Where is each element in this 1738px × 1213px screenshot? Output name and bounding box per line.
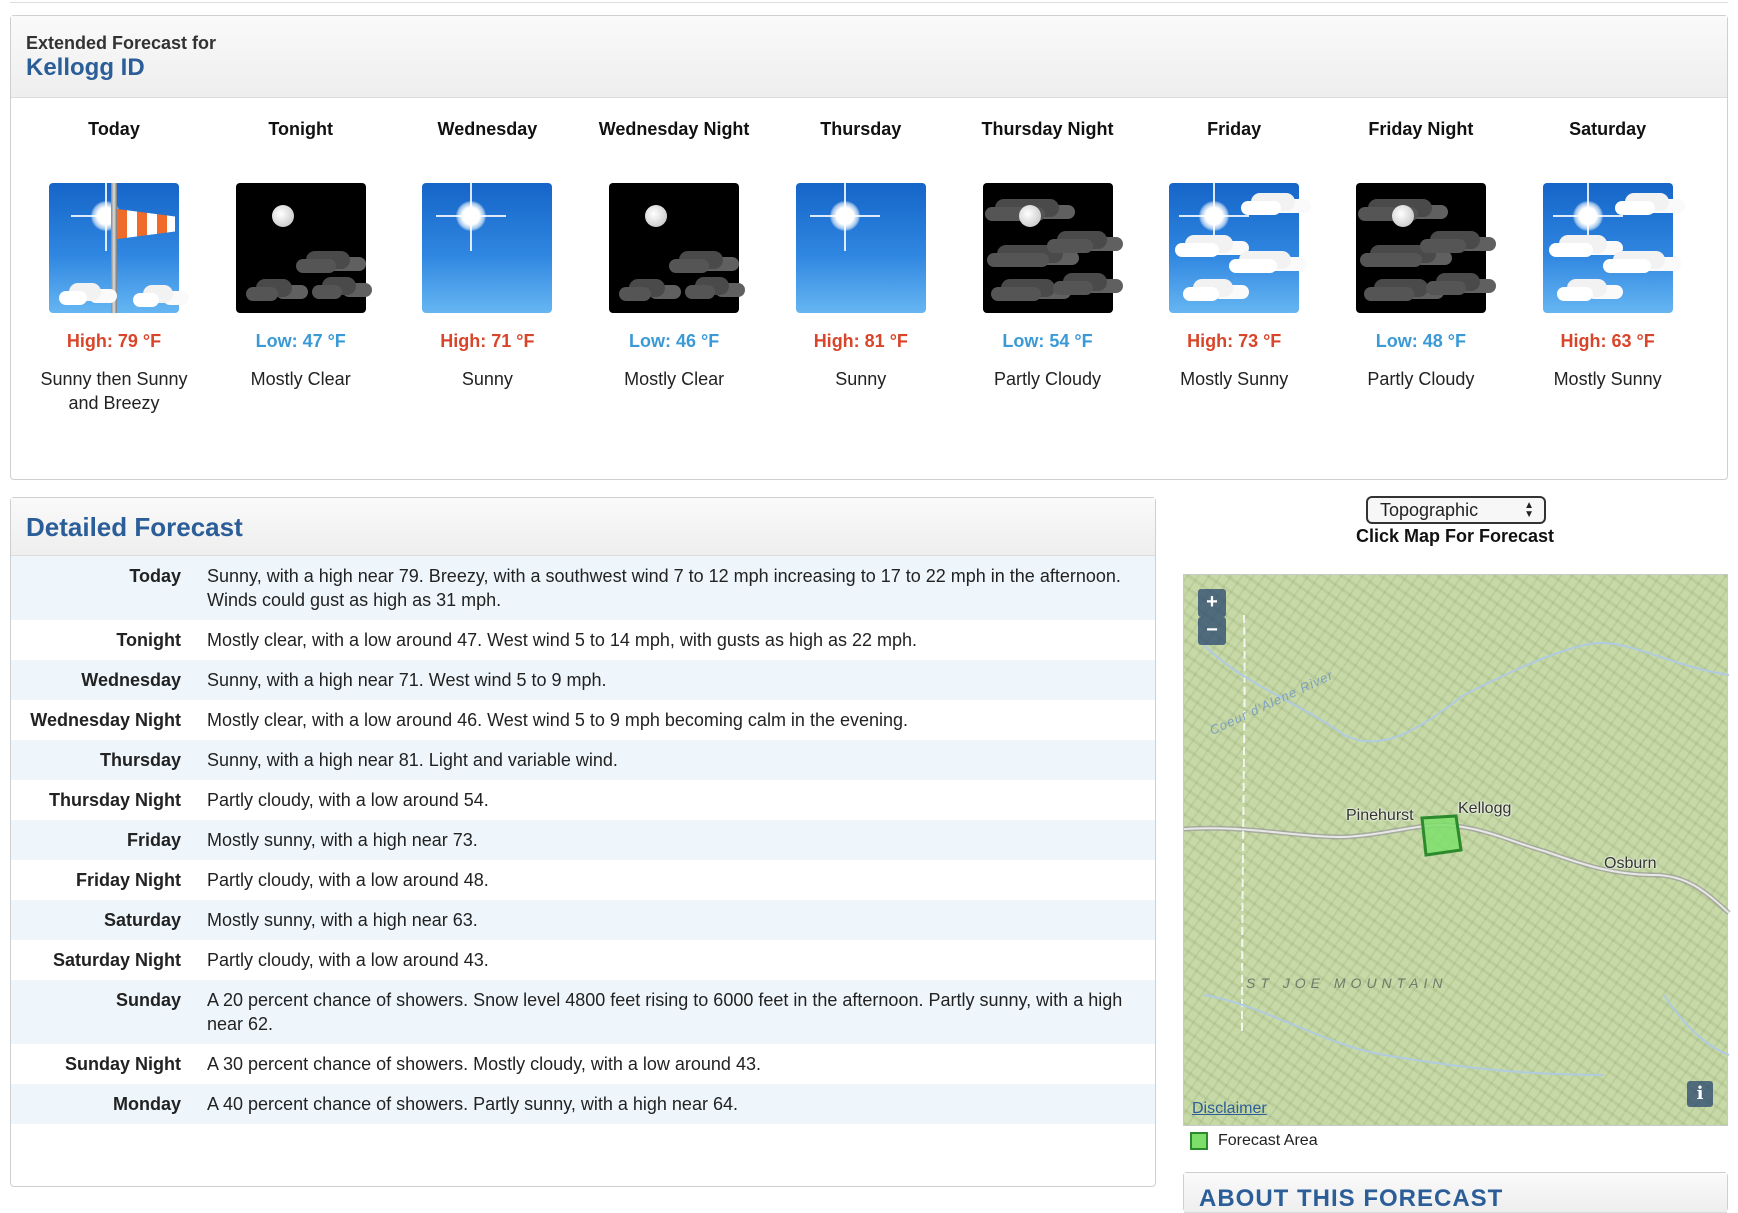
tombstone-short-desc: Partly Cloudy [993, 369, 1102, 389]
detailed-forecast-row [11, 1044, 1155, 1084]
forecast-tombstone[interactable] [208, 111, 394, 391]
detailed-row-text: Sunny, with a high near 71. West wind 5 to 9 mph. [207, 670, 607, 690]
detailed-row-label: Tonight [116, 630, 181, 650]
tombstone-short-desc: Mostly Clear [624, 369, 725, 389]
forecast-location: Kellogg ID [26, 54, 145, 81]
extended-forecast-header [11, 16, 1727, 98]
detailed-row-label: Monday [112, 1094, 181, 1114]
tombstone-short-desc: Mostly Sunny [1553, 369, 1662, 389]
tombstone-short-desc: Sunny then Sunny and Breezy [40, 369, 188, 413]
tombstone-short-desc: Sunny [835, 369, 887, 389]
detailed-row-text: Sunny, with a high near 81. Light and variable wind. [207, 750, 618, 770]
detailed-forecast-row [11, 780, 1155, 820]
forecast-tombstone[interactable] [1328, 111, 1514, 391]
partly-cloudy-night-icon[interactable] [983, 183, 1113, 313]
detailed-forecast-row [11, 620, 1155, 660]
detailed-row-label: Wednesday Night [30, 710, 181, 730]
zoom-in-button[interactable]: + [1198, 589, 1226, 617]
detailed-forecast-title: Detailed Forecast [26, 512, 243, 542]
detailed-row-text: Mostly clear, with a low around 47. West wind 5 to 14 mph, with gusts as high as 22 mph. [207, 630, 918, 650]
windy-sunny-icon[interactable] [49, 183, 179, 313]
detailed-forecast-row [11, 700, 1155, 740]
forecast-area-swatch-icon [1190, 1132, 1208, 1150]
forecast-tombstone[interactable] [394, 111, 580, 391]
detailed-row-text: Partly cloudy, with a low around 43. [207, 950, 489, 970]
map-town-osburn: Osburn [1604, 855, 1657, 872]
detailed-row-text: Partly cloudy, with a low around 48. [207, 870, 489, 890]
detailed-forecast-table [11, 556, 1155, 1124]
forecast-tombstone[interactable] [1141, 111, 1327, 391]
detailed-row-label: Thursday [99, 750, 181, 770]
tombstone-temp: High: 81 °F [813, 331, 908, 351]
clear-night-icon[interactable] [609, 183, 739, 313]
detailed-forecast-row [11, 820, 1155, 860]
detailed-row-text: A 40 percent chance of showers. Partly sunny, with a high near 64. [207, 1094, 738, 1114]
tombstone-period: Tonight [268, 119, 333, 139]
partly-cloudy-night-icon[interactable] [1356, 183, 1486, 313]
tombstone-temp: Low: 46 °F [628, 331, 720, 351]
forecast-tombstone[interactable] [21, 111, 207, 415]
extended-forecast-label: Extended Forecast for [26, 33, 217, 53]
tombstone-period: Friday Night [1368, 119, 1474, 139]
map-caption: Click Map For Forecast [1355, 526, 1555, 546]
tombstone-temp: High: 73 °F [1187, 331, 1282, 351]
tombstone-short-desc: Mostly Sunny [1180, 369, 1289, 389]
tombstone-temp: High: 79 °F [66, 331, 162, 351]
forecast-tombstone[interactable] [768, 111, 954, 391]
map-town-kellogg: Kellogg [1458, 800, 1512, 817]
tombstone-temp: Low: 47 °F [255, 331, 346, 351]
map-info-button[interactable]: i [1687, 1081, 1713, 1107]
tombstone-temp: Low: 48 °F [1375, 331, 1466, 351]
detailed-row-label: Sunday Night [65, 1054, 181, 1074]
tombstone-temp: Low: 54 °F [1002, 331, 1093, 351]
detailed-forecast-row [11, 1084, 1155, 1124]
sunny-icon[interactable] [422, 183, 552, 313]
zoom-out-button[interactable]: − [1198, 617, 1226, 645]
about-forecast-panel [1183, 1172, 1728, 1212]
detailed-row-label: Wednesday [81, 670, 181, 690]
tombstone-period: Wednesday [437, 119, 538, 139]
tombstone-period: Wednesday Night [598, 119, 750, 139]
tombstone-temp: High: 71 °F [440, 331, 535, 351]
detailed-forecast-row [11, 860, 1155, 900]
detailed-forecast-panel [10, 497, 1156, 1187]
detailed-row-label: Today [129, 566, 181, 586]
map-type-select[interactable] [1366, 496, 1546, 524]
forecast-tombstone[interactable] [955, 111, 1141, 391]
map-disclaimer-link[interactable]: Disclaimer [1192, 1100, 1267, 1117]
tombstone-temp: High: 63 °F [1560, 331, 1655, 351]
tombstone-period: Saturday [1569, 119, 1647, 139]
select-arrows-icon: ▲ ▼ [1524, 500, 1534, 520]
map-features [1184, 575, 1729, 1127]
detailed-row-label: Saturday [103, 910, 181, 930]
clear-night-icon[interactable] [236, 183, 366, 313]
map-river-label: Coeur d'Alene River [1207, 667, 1336, 738]
forecast-tombstone[interactable] [1515, 111, 1701, 391]
forecast-map[interactable] [1183, 574, 1728, 1126]
detailed-row-label: Thursday Night [48, 790, 181, 810]
forecast-tombstones [21, 111, 1701, 471]
detailed-row-label: Friday Night [75, 870, 181, 890]
mostly-sunny-icon[interactable] [1169, 183, 1299, 313]
detailed-forecast-row [11, 940, 1155, 980]
detailed-row-text: A 20 percent chance of showers. Snow level 4800 feet rising to 6000 feet in the afternoon. Partly sunny, with a high near 62. [207, 990, 1123, 1034]
about-forecast-header [1184, 1173, 1727, 1213]
detailed-row-text: Sunny, with a high near 79. Breezy, with a southwest wind 7 to 12 mph increasing to 17 to 22 mph in the afternoon. Winds could gust as high as 31 mph. [207, 566, 1121, 610]
about-forecast-title: ABOUT THIS FORECAST [1199, 1185, 1504, 1212]
forecast-tombstone[interactable] [581, 111, 767, 391]
mostly-sunny-icon[interactable] [1543, 183, 1673, 313]
forecast-area-polygon[interactable] [1422, 816, 1461, 855]
map-legend [1190, 1132, 1318, 1150]
detailed-row-text: Mostly sunny, with a high near 73. [207, 830, 478, 850]
tombstone-short-desc: Mostly Clear [250, 369, 351, 389]
detailed-forecast-row [11, 660, 1155, 700]
tombstone-period: Thursday [820, 119, 902, 139]
tombstone-period: Today [88, 119, 140, 139]
detailed-row-label: Friday [126, 830, 181, 850]
detailed-row-text: Mostly clear, with a low around 46. West wind 5 to 9 mph becoming calm in the evening. [207, 710, 909, 730]
detailed-forecast-row [11, 740, 1155, 780]
detailed-row-text: A 30 percent chance of showers. Mostly cloudy, with a low around 43. [207, 1054, 761, 1074]
tombstone-short-desc: Partly Cloudy [1367, 369, 1475, 389]
detailed-row-label: Saturday Night [52, 950, 181, 970]
legend-label: Forecast Area [1218, 1132, 1318, 1149]
detailed-row-text: Partly cloudy, with a low around 54. [207, 790, 489, 810]
detailed-forecast-row [11, 980, 1155, 1044]
detailed-row-label: Sunday [115, 990, 181, 1010]
detailed-forecast-row [11, 556, 1155, 620]
map-town-pinehurst: Pinehurst [1346, 807, 1414, 824]
detailed-forecast-row [11, 900, 1155, 940]
tombstone-short-desc: Sunny [461, 369, 513, 389]
sunny-icon[interactable] [796, 183, 926, 313]
top-rule [10, 0, 1728, 3]
tombstone-period: Thursday Night [981, 119, 1114, 139]
tombstone-period: Friday [1207, 119, 1262, 139]
map-type-value: Topographic [1380, 500, 1479, 520]
extended-forecast-panel [10, 15, 1728, 480]
detailed-forecast-header [11, 498, 1155, 556]
detailed-row-text: Mostly sunny, with a high near 63. [207, 910, 478, 930]
map-region-label: ST JOE MOUNTAIN [1246, 975, 1448, 991]
